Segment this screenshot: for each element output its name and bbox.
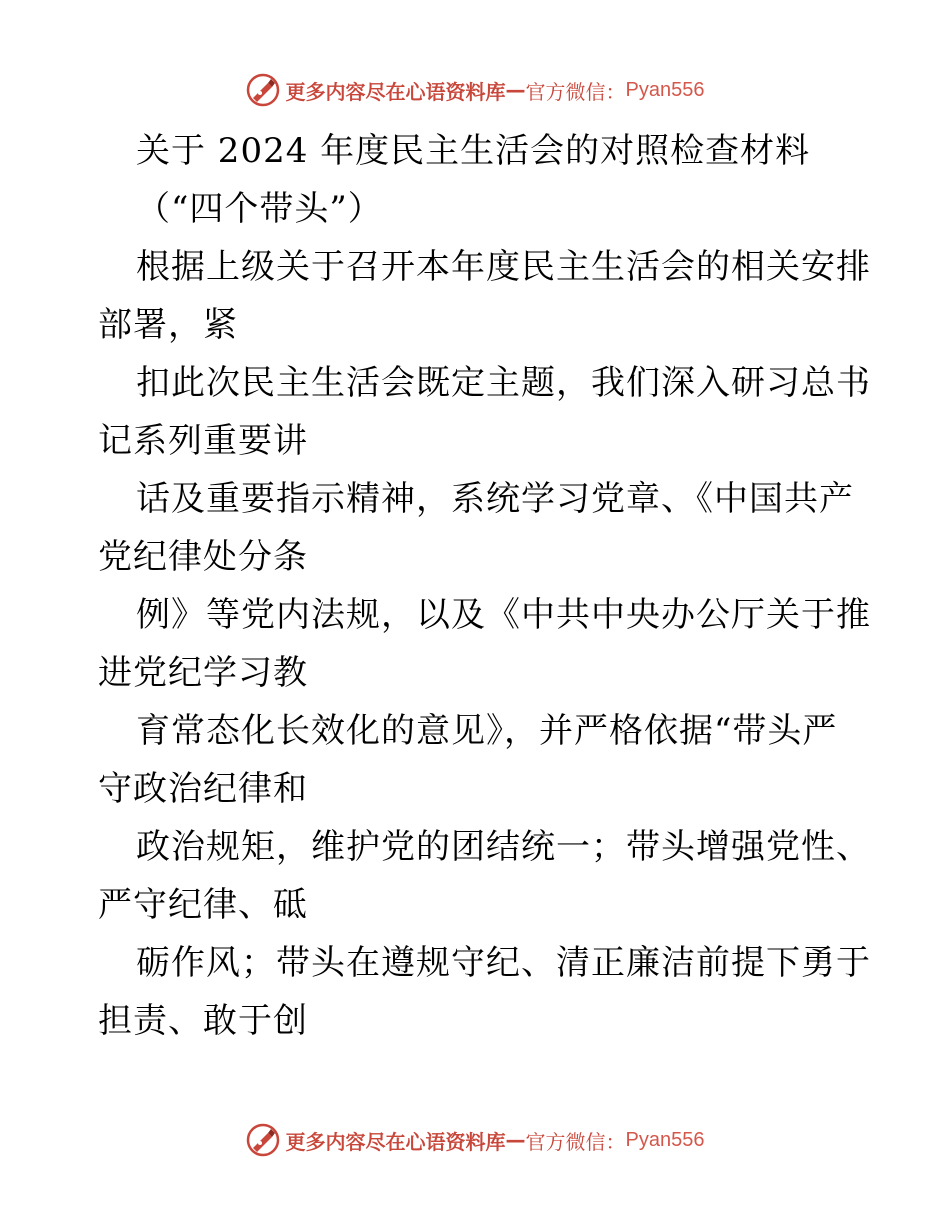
body-line: 政治规矩，维护党的团结统一；带头增强党性、 (136, 827, 871, 867)
body-line: 扣此次民主生活会既定主题，我们深入研习总书 (136, 363, 871, 403)
watermark-wechat-id: Pyan556 (625, 78, 705, 101)
body-line: 砺作风；带头在遵规守纪、清正廉洁前提下勇于 (136, 943, 871, 983)
body-line: 育常态化长效化的意见》，并严格依据“带头严 (136, 711, 838, 751)
watermark-wechat-label: 官方微信： (525, 79, 626, 104)
header-watermark (0, 70, 950, 110)
body-line: 党纪律处分条 (98, 537, 308, 577)
body-line: 根据上级关于召开本年度民主生活会的相关安排 (136, 247, 871, 287)
pen-logo-icon (246, 73, 280, 107)
body-line: 担责、敢于创 (98, 1001, 308, 1041)
body-line: 部署，紧 (98, 305, 238, 345)
watermark-wechat-label: 官方微信： (525, 1129, 626, 1154)
body-line: 记系列重要讲 (98, 421, 308, 461)
body-line: 话及重要指示精神，系统学习党章、《中国共产 (136, 479, 854, 519)
watermark-dash: — (505, 1128, 526, 1152)
footer-watermark (0, 1120, 950, 1160)
document-subtitle: （“四个带头”） (136, 189, 383, 229)
body-line: 进党纪学习教 (98, 653, 308, 693)
watermark-site-text: 更多内容尽在心语资料库 (285, 1129, 506, 1154)
document-body (98, 122, 871, 1050)
pen-logo-icon (246, 1123, 280, 1157)
watermark-dash: — (505, 78, 526, 102)
watermark-wechat-id: Pyan556 (625, 1128, 705, 1151)
watermark-site-text: 更多内容尽在心语资料库 (285, 79, 506, 104)
document-title: 关于 2024 年度民主生活会的对照检查材料 (136, 131, 811, 171)
body-line: 例》等党内法规，以及《中共中央办公厅关于推 (136, 595, 871, 635)
body-line: 守政治纪律和 (98, 769, 308, 809)
body-line: 严守纪律、砥 (98, 885, 308, 925)
